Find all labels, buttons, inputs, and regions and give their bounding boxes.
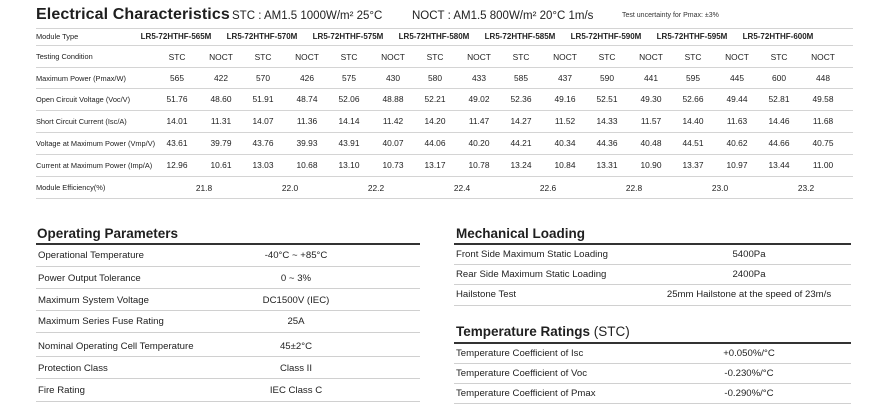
- stc-value: 44.51: [682, 138, 704, 148]
- stc-value: 14.33: [596, 116, 618, 126]
- stc-value: 600: [772, 73, 786, 83]
- noct-value: 10.97: [726, 160, 748, 170]
- mechanical-row: [454, 285, 851, 306]
- param-value: -0.230%/°C: [724, 368, 774, 379]
- stc-value: 44.66: [768, 138, 790, 148]
- temperature-title-text: Temperature Ratings: [456, 324, 591, 339]
- operating-title: Operating Parameters: [37, 226, 179, 241]
- stc-value: 14.40: [682, 116, 704, 126]
- noct-value: 422: [214, 73, 228, 83]
- noct-value: 49.58: [812, 94, 834, 104]
- noct-value: 48.60: [210, 94, 232, 104]
- noct-value: 10.68: [296, 160, 318, 170]
- temperature-row: [454, 364, 851, 384]
- efficiency-value: 22.2: [367, 183, 385, 193]
- noct-value: 40.75: [812, 138, 834, 148]
- module-type-row: [36, 28, 853, 46]
- operating-row: [36, 267, 420, 289]
- model-header: LR5-72HTHF-585M: [484, 32, 556, 41]
- stc-value: 52.66: [682, 94, 704, 104]
- param-value: 25mm Hailstone at the speed of 23m/s: [666, 289, 832, 300]
- efficiency-value: 22.4: [453, 183, 471, 193]
- row-label: Open Circuit Voltage (Voc/V): [36, 95, 131, 104]
- voc-row: [36, 89, 853, 111]
- noct-header: NOCT: [639, 52, 663, 62]
- stc-value: 52.36: [510, 94, 532, 104]
- noct-value: 11.00: [812, 160, 834, 170]
- noct-header: NOCT: [295, 52, 319, 62]
- noct-value: 10.84: [554, 160, 576, 170]
- noct-value: 448: [816, 73, 830, 83]
- stc-value: 580: [428, 73, 442, 83]
- noct-value: 39.79: [210, 138, 232, 148]
- electrical-table: [36, 28, 853, 199]
- stc-value: 13.31: [596, 160, 618, 170]
- stc-header: STC: [168, 52, 186, 62]
- stc-value: 43.91: [338, 138, 360, 148]
- stc-value: 595: [686, 73, 700, 83]
- model-header: LR5-72HTHF-600M: [742, 32, 814, 41]
- stc-value: 44.21: [510, 138, 532, 148]
- param-value: 5400Pa: [732, 249, 766, 260]
- noct-value: 10.73: [382, 160, 404, 170]
- noct-header: NOCT: [811, 52, 835, 62]
- noct-value: 10.78: [468, 160, 490, 170]
- model-header: LR5-72HTHF-590M: [570, 32, 642, 41]
- noct-value: 11.36: [296, 116, 318, 126]
- stc-value: 565: [170, 73, 184, 83]
- noct-value: 10.61: [210, 160, 232, 170]
- param-label: Nominal Operating Cell Temperature: [38, 341, 194, 352]
- temperature-row: [454, 384, 851, 404]
- operating-row: [36, 357, 420, 379]
- stc-value: 52.51: [596, 94, 618, 104]
- stc-header: STC: [254, 52, 272, 62]
- noct-value: 11.42: [382, 116, 404, 126]
- stc-value: 14.20: [424, 116, 446, 126]
- stc-value: 14.46: [768, 116, 790, 126]
- module-type-label: Module Type: [36, 32, 79, 41]
- param-label: Protection Class: [38, 363, 108, 374]
- noct-value: 48.74: [296, 94, 318, 104]
- testing-condition-row: [36, 46, 853, 68]
- param-label: Rear Side Maximum Static Loading: [456, 269, 607, 280]
- param-value: -0.290%/°C: [724, 388, 774, 399]
- stc-header: STC: [426, 52, 444, 62]
- noct-value: 445: [730, 73, 744, 83]
- stc-value: 52.81: [768, 94, 790, 104]
- noct-header: NOCT: [209, 52, 233, 62]
- electrical-title: Electrical Characteristics: [36, 6, 230, 23]
- stc-condition: STC : AM1.5 1000W/m² 25°C: [232, 10, 383, 22]
- noct-value: 49.02: [468, 94, 490, 104]
- testing-condition-label: Testing Condition: [36, 52, 93, 61]
- model-header: LR5-72HTHF-575M: [312, 32, 384, 41]
- temperature-title: [456, 324, 630, 339]
- row-label: Current at Maximum Power (Imp/A): [36, 161, 153, 170]
- stc-value: 13.17: [424, 160, 446, 170]
- noct-value: 11.52: [554, 116, 576, 126]
- operating-row: [36, 245, 420, 267]
- stc-value: 51.91: [252, 94, 274, 104]
- noct-value: 40.20: [468, 138, 490, 148]
- param-label: Maximum System Voltage: [38, 295, 149, 306]
- noct-value: 11.31: [210, 116, 232, 126]
- noct-value: 40.34: [554, 138, 576, 148]
- stc-header: STC: [340, 52, 358, 62]
- noct-value: 40.62: [726, 138, 748, 148]
- param-value: 2400Pa: [732, 269, 766, 280]
- imp-row: [36, 155, 853, 177]
- stc-value: 13.37: [682, 160, 704, 170]
- noct-value: 433: [472, 73, 486, 83]
- temperature-row: [454, 344, 851, 364]
- row-label: Voltage at Maximum Power (Vmp/V): [36, 139, 156, 148]
- param-value: +0.050%/°C: [723, 348, 775, 359]
- stc-value: 14.27: [510, 116, 532, 126]
- noct-value: 11.68: [812, 116, 834, 126]
- noct-header: NOCT: [725, 52, 749, 62]
- param-label: Maximum Series Fuse Rating: [38, 316, 164, 327]
- vmp-row: [36, 133, 853, 155]
- uncertainty-note: Test uncertainty for Pmax: ±3%: [622, 12, 719, 19]
- param-label: Front Side Maximum Static Loading: [456, 249, 608, 260]
- noct-value: 39.93: [296, 138, 318, 148]
- param-value: IEC Class C: [269, 385, 323, 396]
- noct-value: 11.47: [468, 116, 490, 126]
- noct-value: 11.57: [640, 116, 662, 126]
- mechanical-row: [454, 245, 851, 265]
- stc-header: STC: [684, 52, 702, 62]
- noct-value: 49.30: [640, 94, 662, 104]
- stc-value: 585: [514, 73, 528, 83]
- operating-row: [36, 379, 420, 402]
- param-label: Temperature Coefficient of Pmax: [456, 388, 596, 399]
- model-header: LR5-72HTHF-595M: [656, 32, 728, 41]
- noct-value: 11.63: [726, 116, 748, 126]
- param-value: -40°C ~ +85°C: [264, 250, 328, 261]
- noct-condition: NOCT : AM1.5 800W/m² 20°C 1m/s: [412, 10, 594, 22]
- efficiency-row: [36, 177, 853, 199]
- stc-value: 13.44: [768, 160, 790, 170]
- efficiency-value: 22.8: [625, 183, 643, 193]
- stc-value: 575: [342, 73, 356, 83]
- param-label: Temperature Coefficient of Isc: [456, 348, 584, 359]
- stc-value: 51.76: [166, 94, 188, 104]
- stc-value: 13.10: [338, 160, 360, 170]
- row-label: Short Circuit Current (Isc/A): [36, 117, 127, 126]
- noct-header: NOCT: [467, 52, 491, 62]
- noct-value: 49.44: [726, 94, 748, 104]
- efficiency-value: 23.2: [797, 183, 815, 193]
- stc-header: STC: [770, 52, 788, 62]
- efficiency-value: 21.8: [195, 183, 213, 193]
- noct-header: NOCT: [381, 52, 405, 62]
- param-label: Temperature Coefficient of Voc: [456, 368, 588, 379]
- stc-value: 12.96: [166, 160, 188, 170]
- efficiency-value: 23.0: [711, 183, 729, 193]
- stc-value: 44.06: [424, 138, 446, 148]
- mechanical-title: Mechanical Loading: [456, 226, 586, 241]
- stc-header: STC: [598, 52, 616, 62]
- noct-value: 10.90: [640, 160, 662, 170]
- model-header: LR5-72HTHF-570M: [226, 32, 298, 41]
- stc-value: 14.01: [166, 116, 188, 126]
- noct-value: 426: [300, 73, 314, 83]
- noct-value: 49.16: [554, 94, 576, 104]
- operating-row: [36, 333, 420, 357]
- stc-value: 13.03: [252, 160, 274, 170]
- noct-value: 441: [644, 73, 658, 83]
- param-value: 25A: [287, 316, 305, 327]
- noct-header: NOCT: [553, 52, 577, 62]
- temperature-title-suffix: (STC): [593, 324, 630, 339]
- mechanical-row: [454, 265, 851, 285]
- noct-value: 40.07: [382, 138, 404, 148]
- stc-value: 44.36: [596, 138, 618, 148]
- param-label: Power Output Tolerance: [38, 273, 141, 284]
- efficiency-value: 22.6: [539, 183, 557, 193]
- pmax-row: [36, 68, 853, 89]
- param-value: 45±2°C: [279, 341, 313, 352]
- row-label: Module Efficiency(%): [36, 183, 106, 192]
- stc-value: 43.61: [166, 138, 188, 148]
- model-header: LR5-72HTHF-565M: [140, 32, 212, 41]
- efficiency-value: 22.0: [281, 183, 299, 193]
- noct-value: 40.48: [640, 138, 662, 148]
- param-label: Operational Temperature: [38, 250, 144, 261]
- stc-value: 13.24: [510, 160, 532, 170]
- row-label: Maximum Power (Pmax/W): [36, 74, 126, 83]
- stc-value: 14.07: [252, 116, 274, 126]
- operating-row: [36, 289, 420, 311]
- stc-value: 52.06: [338, 94, 360, 104]
- model-header: LR5-72HTHF-580M: [398, 32, 470, 41]
- stc-value: 14.14: [338, 116, 360, 126]
- stc-value: 43.76: [252, 138, 274, 148]
- operating-row: [36, 311, 420, 333]
- isc-row: [36, 111, 853, 133]
- param-label: Hailstone Test: [456, 289, 517, 300]
- param-value: DC1500V (IEC): [262, 295, 330, 306]
- stc-value: 570: [256, 73, 270, 83]
- stc-header: STC: [512, 52, 530, 62]
- noct-value: 437: [558, 73, 572, 83]
- noct-value: 430: [386, 73, 400, 83]
- noct-value: 48.88: [382, 94, 404, 104]
- param-value: Class II: [280, 363, 312, 374]
- stc-value: 52.21: [424, 94, 446, 104]
- stc-value: 590: [600, 73, 614, 83]
- param-value: 0 ~ 3%: [280, 273, 312, 284]
- param-label: Fire Rating: [38, 385, 85, 396]
